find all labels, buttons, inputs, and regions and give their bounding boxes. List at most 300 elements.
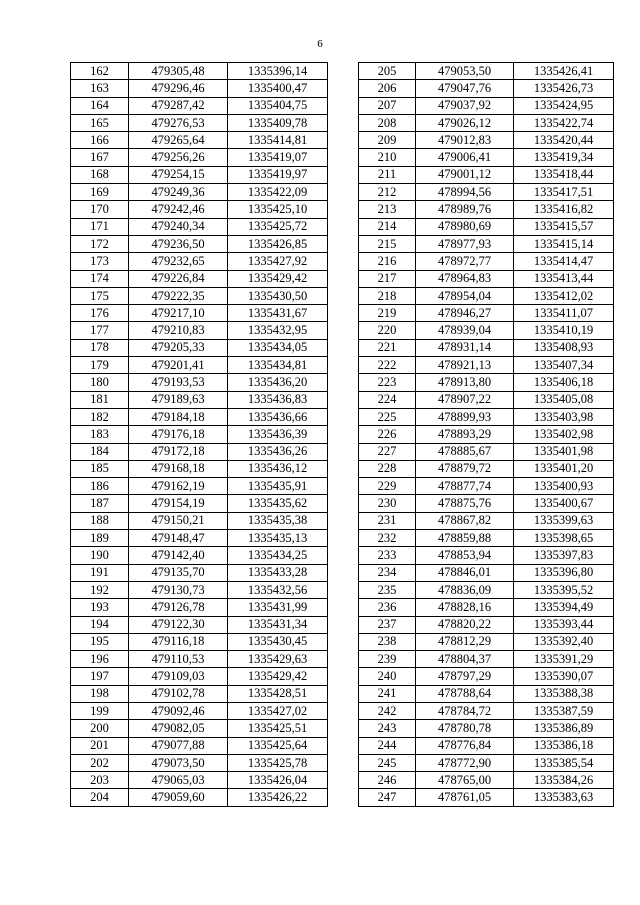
table-body: [359, 63, 614, 807]
x-coordinate-cell: 478913,80: [416, 374, 514, 391]
y-coordinate-cell: 1335434,25: [228, 547, 328, 564]
table-body: [71, 63, 328, 807]
point-number-cell: 192: [71, 581, 129, 598]
point-number-cell: 199: [71, 702, 129, 719]
table-row: [71, 80, 328, 97]
x-coordinate-cell: 478853,94: [416, 547, 514, 564]
x-coordinate-cell: 479242,46: [129, 201, 228, 218]
table-row: [359, 322, 614, 339]
table-row: [359, 357, 614, 374]
table-row: [71, 702, 328, 719]
point-number-cell: 167: [71, 149, 129, 166]
point-number-cell: 198: [71, 685, 129, 702]
x-coordinate-cell: 479130,73: [129, 581, 228, 598]
table-row: [71, 339, 328, 356]
y-coordinate-cell: 1335392,40: [514, 633, 614, 650]
point-number-cell: 246: [359, 772, 416, 789]
y-coordinate-cell: 1335403,98: [514, 408, 614, 425]
point-number-cell: 223: [359, 374, 416, 391]
x-coordinate-cell: 479135,70: [129, 564, 228, 581]
table-row: [71, 287, 328, 304]
table-row: [71, 581, 328, 598]
y-coordinate-cell: 1335400,67: [514, 495, 614, 512]
table-row: [71, 685, 328, 702]
table-row: [359, 668, 614, 685]
table-row: [359, 564, 614, 581]
table-row: [359, 80, 614, 97]
table-row: [71, 270, 328, 287]
point-number-cell: 207: [359, 97, 416, 114]
x-coordinate-cell: 478907,22: [416, 391, 514, 408]
x-coordinate-cell: 478877,74: [416, 478, 514, 495]
y-coordinate-cell: 1335422,74: [514, 114, 614, 131]
table-row: [359, 270, 614, 287]
x-coordinate-cell: 479092,46: [129, 702, 228, 719]
y-coordinate-cell: 1335413,44: [514, 270, 614, 287]
y-coordinate-cell: 1335431,99: [228, 599, 328, 616]
table-row: [359, 495, 614, 512]
table-row: [71, 478, 328, 495]
x-coordinate-cell: 479201,41: [129, 357, 228, 374]
y-coordinate-cell: 1335410,19: [514, 322, 614, 339]
table-row: [359, 132, 614, 149]
x-coordinate-cell: 479184,18: [129, 408, 228, 425]
point-number-cell: 235: [359, 581, 416, 598]
x-coordinate-cell: 479148,47: [129, 530, 228, 547]
y-coordinate-cell: 1335425,64: [228, 737, 328, 754]
point-number-cell: 168: [71, 166, 129, 183]
x-coordinate-cell: 479193,53: [129, 374, 228, 391]
point-number-cell: 163: [71, 80, 129, 97]
point-number-cell: 165: [71, 114, 129, 131]
table-row: [359, 737, 614, 754]
y-coordinate-cell: 1335419,97: [228, 166, 328, 183]
x-coordinate-cell: 478885,67: [416, 443, 514, 460]
point-number-cell: 210: [359, 149, 416, 166]
point-number-cell: 234: [359, 564, 416, 581]
table-row: [71, 443, 328, 460]
y-coordinate-cell: 1335396,80: [514, 564, 614, 581]
x-coordinate-cell: 479150,21: [129, 512, 228, 529]
x-coordinate-cell: 478772,90: [416, 754, 514, 771]
point-number-cell: 172: [71, 235, 129, 252]
table-row: [359, 408, 614, 425]
y-coordinate-cell: 1335436,39: [228, 426, 328, 443]
x-coordinate-cell: 479082,05: [129, 720, 228, 737]
point-number-cell: 196: [71, 651, 129, 668]
point-number-cell: 191: [71, 564, 129, 581]
y-coordinate-cell: 1335416,82: [514, 201, 614, 218]
x-coordinate-cell: 479210,83: [129, 322, 228, 339]
x-coordinate-cell: 479217,10: [129, 305, 228, 322]
table-row: [359, 616, 614, 633]
x-coordinate-cell: 478846,01: [416, 564, 514, 581]
y-coordinate-cell: 1335395,52: [514, 581, 614, 598]
point-number-cell: 184: [71, 443, 129, 460]
y-coordinate-cell: 1335425,10: [228, 201, 328, 218]
point-number-cell: 166: [71, 132, 129, 149]
point-number-cell: 180: [71, 374, 129, 391]
page-number: 6: [317, 38, 323, 50]
y-coordinate-cell: 1335415,14: [514, 235, 614, 252]
y-coordinate-cell: 1335407,34: [514, 357, 614, 374]
x-coordinate-cell: 478784,72: [416, 702, 514, 719]
x-coordinate-cell: 478867,82: [416, 512, 514, 529]
point-number-cell: 204: [71, 789, 129, 806]
point-number-cell: 183: [71, 426, 129, 443]
point-number-cell: 189: [71, 530, 129, 547]
point-number-cell: 225: [359, 408, 416, 425]
x-coordinate-cell: 479142,40: [129, 547, 228, 564]
table-row: [359, 460, 614, 477]
point-number-cell: 193: [71, 599, 129, 616]
point-number-cell: 237: [359, 616, 416, 633]
x-coordinate-cell: 478899,93: [416, 408, 514, 425]
x-coordinate-cell: 478946,27: [416, 305, 514, 322]
y-coordinate-cell: 1335405,08: [514, 391, 614, 408]
y-coordinate-cell: 1335426,85: [228, 235, 328, 252]
point-number-cell: 213: [359, 201, 416, 218]
table-row: [71, 166, 328, 183]
y-coordinate-cell: 1335435,13: [228, 530, 328, 547]
x-coordinate-cell: 479249,36: [129, 184, 228, 201]
x-coordinate-cell: 479126,78: [129, 599, 228, 616]
y-coordinate-cell: 1335409,78: [228, 114, 328, 131]
table-row: [71, 408, 328, 425]
table-row: [359, 287, 614, 304]
y-coordinate-cell: 1335418,44: [514, 166, 614, 183]
x-coordinate-cell: 479232,65: [129, 253, 228, 270]
point-number-cell: 231: [359, 512, 416, 529]
point-number-cell: 211: [359, 166, 416, 183]
point-number-cell: 247: [359, 789, 416, 806]
table-row: [359, 651, 614, 668]
x-coordinate-cell: 479001,12: [416, 166, 514, 183]
y-coordinate-cell: 1335436,66: [228, 408, 328, 425]
x-coordinate-cell: 479012,83: [416, 132, 514, 149]
x-coordinate-cell: 479256,26: [129, 149, 228, 166]
table-row: [359, 184, 614, 201]
point-number-cell: 171: [71, 218, 129, 235]
table-row: [71, 63, 328, 80]
point-number-cell: 186: [71, 478, 129, 495]
point-number-cell: 187: [71, 495, 129, 512]
table-row: [359, 166, 614, 183]
table-row: [71, 322, 328, 339]
point-number-cell: 218: [359, 287, 416, 304]
y-coordinate-cell: 1335427,02: [228, 702, 328, 719]
point-number-cell: 175: [71, 287, 129, 304]
y-coordinate-cell: 1335400,47: [228, 80, 328, 97]
table-row: [71, 789, 328, 806]
x-coordinate-cell: 479053,50: [416, 63, 514, 80]
table-row: [359, 789, 614, 806]
x-coordinate-cell: 479276,53: [129, 114, 228, 131]
y-coordinate-cell: 1335436,20: [228, 374, 328, 391]
x-coordinate-cell: 478812,29: [416, 633, 514, 650]
point-number-cell: 236: [359, 599, 416, 616]
table-row: [71, 132, 328, 149]
point-number-cell: 176: [71, 305, 129, 322]
point-number-cell: 221: [359, 339, 416, 356]
table-row: [359, 633, 614, 650]
y-coordinate-cell: 1335398,65: [514, 530, 614, 547]
point-number-cell: 222: [359, 357, 416, 374]
table-row: [71, 668, 328, 685]
x-coordinate-cell: 478893,29: [416, 426, 514, 443]
x-coordinate-cell: 478776,84: [416, 737, 514, 754]
x-coordinate-cell: 479102,78: [129, 685, 228, 702]
y-coordinate-cell: 1335406,18: [514, 374, 614, 391]
point-number-cell: 245: [359, 754, 416, 771]
y-coordinate-cell: 1335412,02: [514, 287, 614, 304]
table-row: [359, 547, 614, 564]
y-coordinate-cell: 1335427,92: [228, 253, 328, 270]
y-coordinate-cell: 1335426,22: [228, 789, 328, 806]
y-coordinate-cell: 1335432,56: [228, 581, 328, 598]
y-coordinate-cell: 1335426,04: [228, 772, 328, 789]
x-coordinate-cell: 478977,93: [416, 235, 514, 252]
point-number-cell: 230: [359, 495, 416, 512]
point-number-cell: 229: [359, 478, 416, 495]
y-coordinate-cell: 1335422,09: [228, 184, 328, 201]
point-number-cell: 178: [71, 339, 129, 356]
point-number-cell: 188: [71, 512, 129, 529]
y-coordinate-cell: 1335391,29: [514, 651, 614, 668]
point-number-cell: 228: [359, 460, 416, 477]
x-coordinate-cell: 479109,03: [129, 668, 228, 685]
table-row: [359, 443, 614, 460]
table-row: [359, 374, 614, 391]
table-row: [359, 305, 614, 322]
point-number-cell: 243: [359, 720, 416, 737]
table-row: [359, 599, 614, 616]
point-number-cell: 177: [71, 322, 129, 339]
y-coordinate-cell: 1335434,81: [228, 357, 328, 374]
point-number-cell: 170: [71, 201, 129, 218]
x-coordinate-cell: 478994,56: [416, 184, 514, 201]
table-row: [359, 685, 614, 702]
y-coordinate-cell: 1335414,47: [514, 253, 614, 270]
x-coordinate-cell: 478859,88: [416, 530, 514, 547]
y-coordinate-cell: 1335385,54: [514, 754, 614, 771]
y-coordinate-cell: 1335402,98: [514, 426, 614, 443]
x-coordinate-cell: 478820,22: [416, 616, 514, 633]
x-coordinate-cell: 478761,05: [416, 789, 514, 806]
point-number-cell: 164: [71, 97, 129, 114]
coordinates-table-right: [358, 62, 614, 807]
y-coordinate-cell: 1335408,93: [514, 339, 614, 356]
y-coordinate-cell: 1335414,81: [228, 132, 328, 149]
point-number-cell: 185: [71, 460, 129, 477]
table-row: [71, 357, 328, 374]
x-coordinate-cell: 479037,92: [416, 97, 514, 114]
point-number-cell: 162: [71, 63, 129, 80]
x-coordinate-cell: 478879,72: [416, 460, 514, 477]
y-coordinate-cell: 1335415,57: [514, 218, 614, 235]
x-coordinate-cell: 479205,33: [129, 339, 228, 356]
y-coordinate-cell: 1335396,14: [228, 63, 328, 80]
table-row: [359, 478, 614, 495]
point-number-cell: 194: [71, 616, 129, 633]
y-coordinate-cell: 1335399,63: [514, 512, 614, 529]
y-coordinate-cell: 1335435,91: [228, 478, 328, 495]
point-number-cell: 203: [71, 772, 129, 789]
x-coordinate-cell: 479254,15: [129, 166, 228, 183]
table-row: [71, 547, 328, 564]
x-coordinate-cell: 479122,30: [129, 616, 228, 633]
point-number-cell: 181: [71, 391, 129, 408]
table-row: [71, 218, 328, 235]
y-coordinate-cell: 1335425,72: [228, 218, 328, 235]
point-number-cell: 227: [359, 443, 416, 460]
y-coordinate-cell: 1335429,42: [228, 270, 328, 287]
x-coordinate-cell: 479296,46: [129, 80, 228, 97]
point-number-cell: 195: [71, 633, 129, 650]
table-row: [359, 339, 614, 356]
x-coordinate-cell: 478804,37: [416, 651, 514, 668]
point-number-cell: 190: [71, 547, 129, 564]
point-number-cell: 217: [359, 270, 416, 287]
table-row: [71, 616, 328, 633]
y-coordinate-cell: 1335432,95: [228, 322, 328, 339]
table-row: [71, 737, 328, 754]
table-row: [71, 530, 328, 547]
x-coordinate-cell: 479026,12: [416, 114, 514, 131]
table-row: [71, 235, 328, 252]
table-row: [71, 253, 328, 270]
point-number-cell: 208: [359, 114, 416, 131]
y-coordinate-cell: 1335436,26: [228, 443, 328, 460]
point-number-cell: 232: [359, 530, 416, 547]
x-coordinate-cell: 478921,13: [416, 357, 514, 374]
table-row: [359, 426, 614, 443]
x-coordinate-cell: 479077,88: [129, 737, 228, 754]
y-coordinate-cell: 1335419,34: [514, 149, 614, 166]
y-coordinate-cell: 1335393,44: [514, 616, 614, 633]
table-row: [71, 564, 328, 581]
y-coordinate-cell: 1335390,07: [514, 668, 614, 685]
x-coordinate-cell: 479110,53: [129, 651, 228, 668]
y-coordinate-cell: 1335386,18: [514, 737, 614, 754]
x-coordinate-cell: 478954,04: [416, 287, 514, 304]
y-coordinate-cell: 1335387,59: [514, 702, 614, 719]
table-row: [71, 149, 328, 166]
point-number-cell: 216: [359, 253, 416, 270]
table-row: [71, 114, 328, 131]
x-coordinate-cell: 479189,63: [129, 391, 228, 408]
point-number-cell: 201: [71, 737, 129, 754]
y-coordinate-cell: 1335425,51: [228, 720, 328, 737]
x-coordinate-cell: 478780,78: [416, 720, 514, 737]
y-coordinate-cell: 1335404,75: [228, 97, 328, 114]
x-coordinate-cell: 478989,76: [416, 201, 514, 218]
x-coordinate-cell: 479006,41: [416, 149, 514, 166]
x-coordinate-cell: 479176,18: [129, 426, 228, 443]
y-coordinate-cell: 1335433,28: [228, 564, 328, 581]
table-row: [71, 495, 328, 512]
x-coordinate-cell: 478972,77: [416, 253, 514, 270]
x-coordinate-cell: 478931,14: [416, 339, 514, 356]
point-number-cell: 241: [359, 685, 416, 702]
x-coordinate-cell: 479222,35: [129, 287, 228, 304]
y-coordinate-cell: 1335384,26: [514, 772, 614, 789]
y-coordinate-cell: 1335417,51: [514, 184, 614, 201]
table-row: [359, 149, 614, 166]
x-coordinate-cell: 479226,84: [129, 270, 228, 287]
y-coordinate-cell: 1335424,95: [514, 97, 614, 114]
point-number-cell: 240: [359, 668, 416, 685]
point-number-cell: 238: [359, 633, 416, 650]
table-row: [71, 426, 328, 443]
table-row: [359, 235, 614, 252]
point-number-cell: 239: [359, 651, 416, 668]
table-row: [359, 720, 614, 737]
table-row: [359, 114, 614, 131]
point-number-cell: 244: [359, 737, 416, 754]
table-row: [71, 633, 328, 650]
x-coordinate-cell: 479073,50: [129, 754, 228, 771]
x-coordinate-cell: 479065,03: [129, 772, 228, 789]
x-coordinate-cell: 479168,18: [129, 460, 228, 477]
y-coordinate-cell: 1335426,73: [514, 80, 614, 97]
x-coordinate-cell: 478828,16: [416, 599, 514, 616]
point-number-cell: 209: [359, 132, 416, 149]
y-coordinate-cell: 1335431,34: [228, 616, 328, 633]
y-coordinate-cell: 1335388,38: [514, 685, 614, 702]
point-number-cell: 214: [359, 218, 416, 235]
x-coordinate-cell: 479047,76: [416, 80, 514, 97]
table-row: [71, 599, 328, 616]
y-coordinate-cell: 1335430,45: [228, 633, 328, 650]
table-row: [71, 772, 328, 789]
point-number-cell: 169: [71, 184, 129, 201]
x-coordinate-cell: 478788,64: [416, 685, 514, 702]
point-number-cell: 182: [71, 408, 129, 425]
point-number-cell: 219: [359, 305, 416, 322]
y-coordinate-cell: 1335400,93: [514, 478, 614, 495]
x-coordinate-cell: 478875,76: [416, 495, 514, 512]
x-coordinate-cell: 479287,42: [129, 97, 228, 114]
table-row: [359, 391, 614, 408]
point-number-cell: 224: [359, 391, 416, 408]
y-coordinate-cell: 1335434,05: [228, 339, 328, 356]
point-number-cell: 212: [359, 184, 416, 201]
x-coordinate-cell: 478765,00: [416, 772, 514, 789]
point-number-cell: 173: [71, 253, 129, 270]
table-row: [71, 512, 328, 529]
y-coordinate-cell: 1335394,49: [514, 599, 614, 616]
table-row: [359, 530, 614, 547]
x-coordinate-cell: 478939,04: [416, 322, 514, 339]
point-number-cell: 206: [359, 80, 416, 97]
table-row: [359, 253, 614, 270]
y-coordinate-cell: 1335386,89: [514, 720, 614, 737]
point-number-cell: 202: [71, 754, 129, 771]
point-number-cell: 215: [359, 235, 416, 252]
y-coordinate-cell: 1335420,44: [514, 132, 614, 149]
point-number-cell: 220: [359, 322, 416, 339]
table-row: [359, 702, 614, 719]
y-coordinate-cell: 1335436,12: [228, 460, 328, 477]
point-number-cell: 174: [71, 270, 129, 287]
x-coordinate-cell: 479236,50: [129, 235, 228, 252]
y-coordinate-cell: 1335397,83: [514, 547, 614, 564]
x-coordinate-cell: 478964,83: [416, 270, 514, 287]
point-number-cell: 179: [71, 357, 129, 374]
table-row: [359, 201, 614, 218]
point-number-cell: 233: [359, 547, 416, 564]
